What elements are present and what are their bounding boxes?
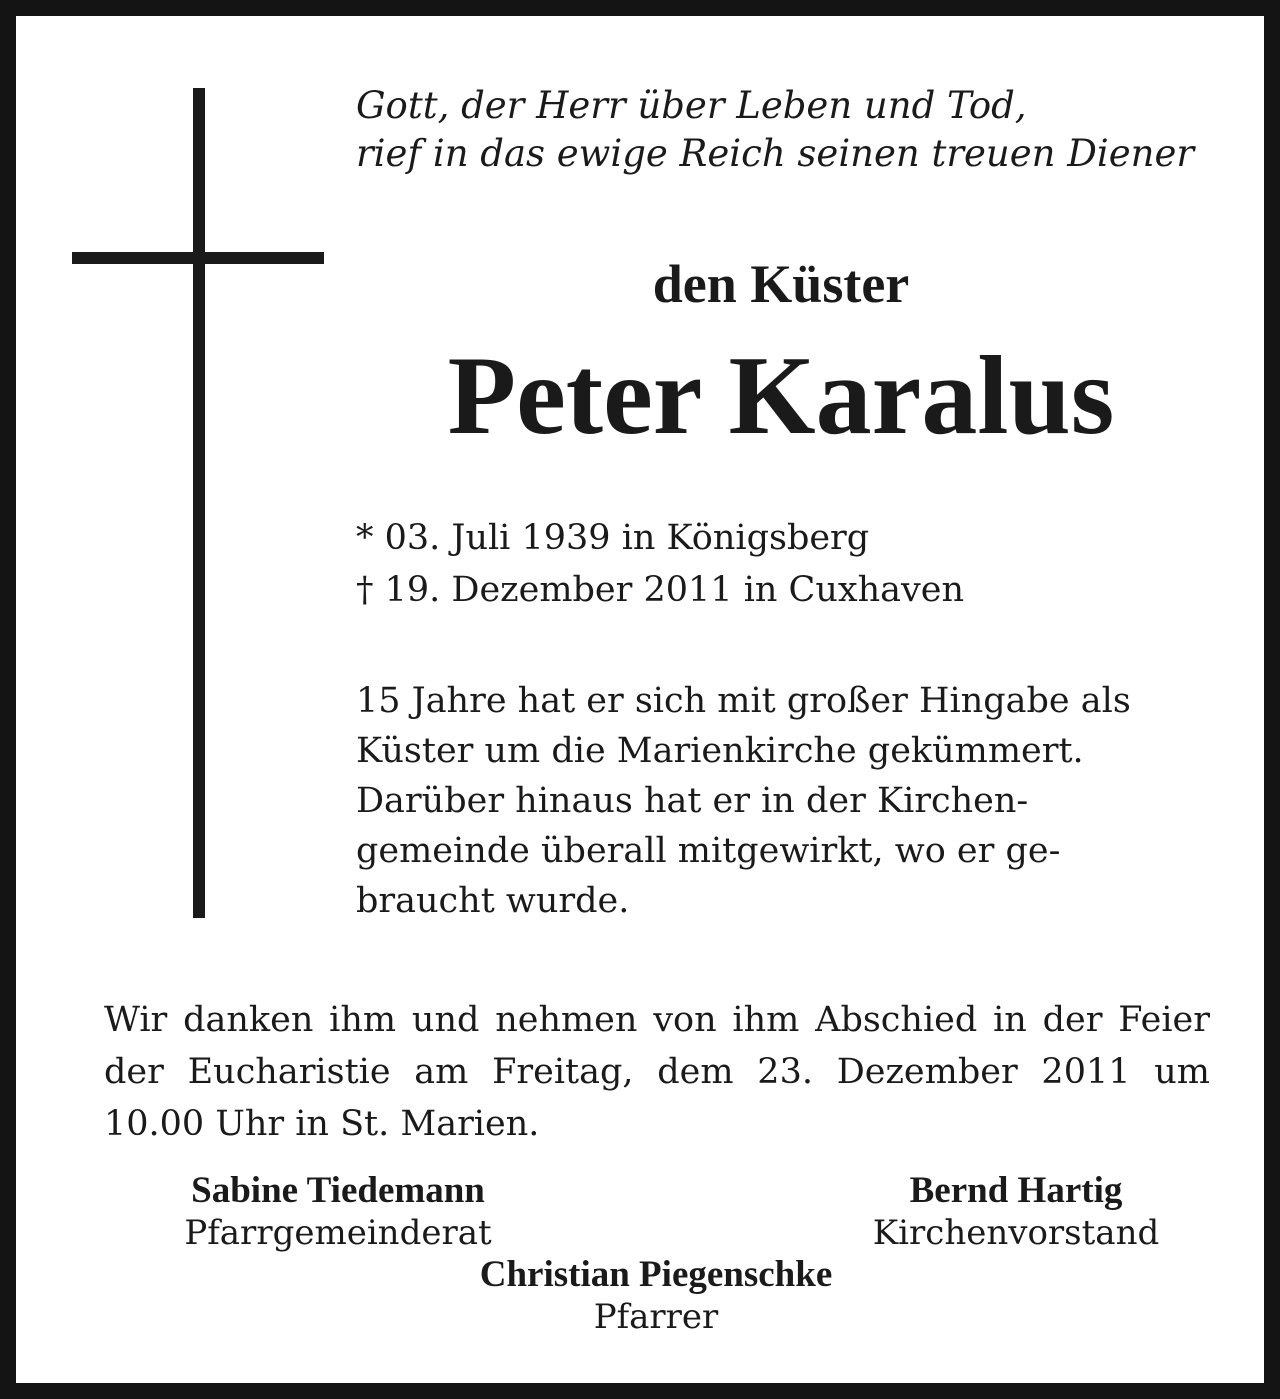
opening-quote (356, 82, 1194, 178)
bio-line: braucht wurde. (356, 881, 630, 921)
signer-role: Kirchenvorstand (872, 1213, 1160, 1253)
signature-right (786, 1170, 1246, 1254)
quote-line: rief in das ewige Reich seinen treuen Diener (356, 132, 1195, 175)
farewell-text: Wir danken ihm und nehmen von ihm Abschied in der Feier der Eucharistie am Freitag, dem 23. Dezember 2011 um 10.00 Uhr in St. Marien. (104, 1000, 1210, 1144)
signer-role: Pfarrer (593, 1297, 719, 1337)
cross-icon (193, 88, 205, 918)
deceased-name: Peter Karalus (447, 334, 1115, 458)
signer-name: Bernd Hartig (909, 1170, 1123, 1211)
quote-line: Gott, der Herr über Leben und Tod, (356, 84, 1027, 127)
biography (356, 676, 1131, 926)
life-dates (356, 512, 964, 616)
signature-center (356, 1254, 956, 1338)
bio-line: Küster um die Marienkirche gekümmert. (356, 731, 1084, 771)
bio-line: 15 Jahre hat er sich mit großer Hingabe als (356, 681, 1131, 721)
death-date: † 19. Dezember 2011 in Cuxhaven (356, 570, 965, 610)
signer-role: Pfarrgemeinderat (184, 1213, 492, 1253)
role-title: den Küster (652, 254, 910, 314)
bio-line: gemeinde überall mitgewirkt, wo er ge- (356, 831, 1061, 871)
signer-name: Christian Piegenschke (479, 1254, 833, 1295)
bio-line: Darüber hinaus hat er in der Kirchen- (356, 781, 1029, 821)
signer-name: Sabine Tiedemann (191, 1170, 485, 1211)
signature-left (108, 1170, 568, 1254)
birth-date: * 03. Juli 1939 in Königsberg (356, 518, 870, 558)
